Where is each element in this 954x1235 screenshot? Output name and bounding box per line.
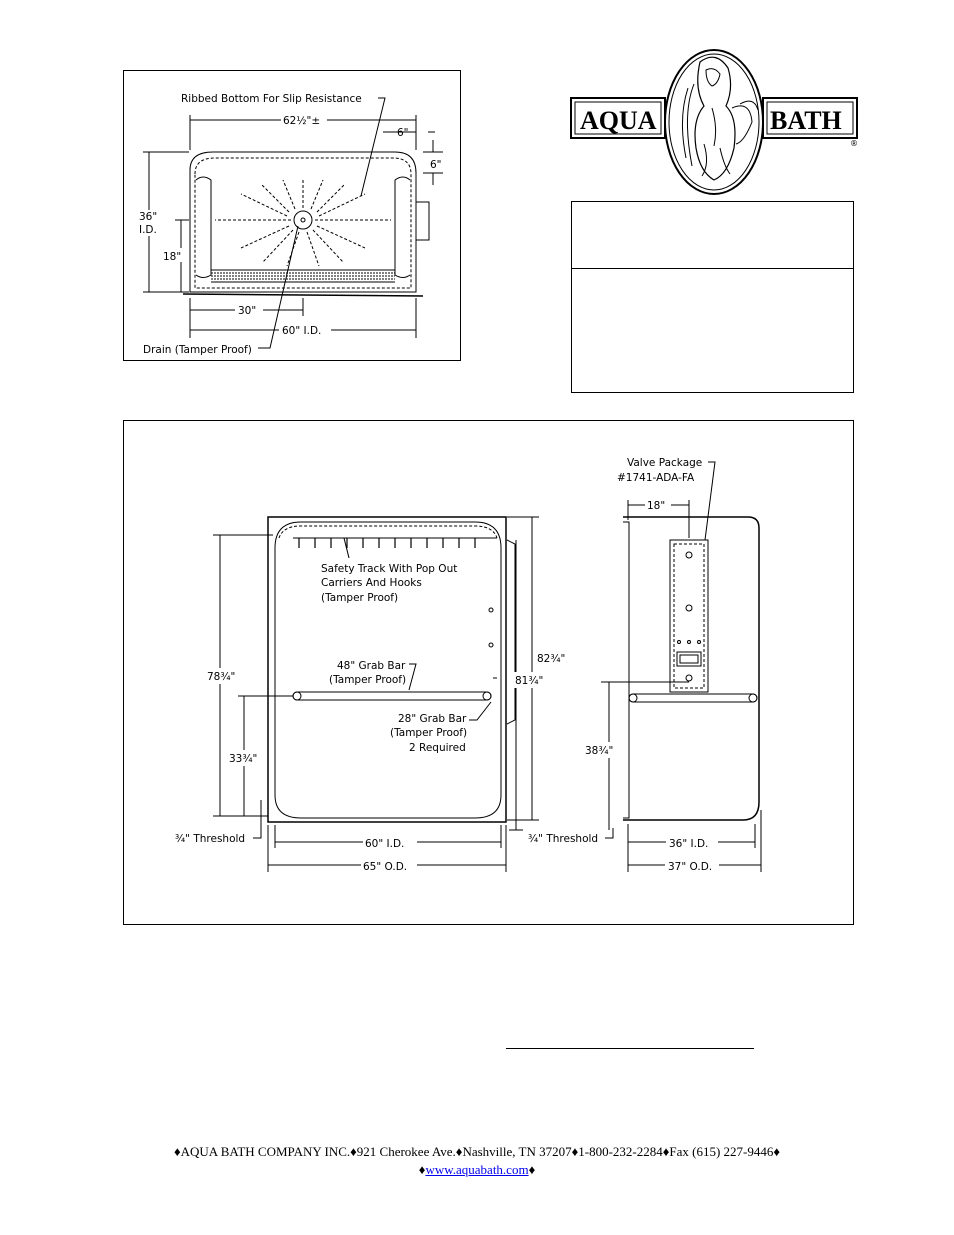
- grab-bar-48-label-line2: (Tamper Proof): [329, 674, 407, 686]
- footer-website: [0, 1162, 954, 1178]
- logo-left-word: AQUA: [580, 106, 657, 135]
- plan-ribbed-label: Ribbed Bottom For Slip Resistance: [181, 93, 362, 105]
- safety-track-label-line2: Carriers And Hooks: [321, 577, 422, 589]
- side-dim-depth-od: 37" O.D.: [668, 861, 713, 873]
- logo-registered-mark: ®: [850, 139, 858, 148]
- side-dim-depth-id: 36" I.D.: [669, 838, 709, 850]
- signature-line: [506, 1048, 754, 1049]
- side-threshold-label: ¾" Threshold: [528, 833, 599, 845]
- title-block-divider: [572, 268, 853, 269]
- aqua-bath-logo: [568, 48, 860, 196]
- side-dim-bar-height: 38¾": [585, 745, 614, 757]
- front-dim-height: 78¾": [207, 671, 236, 683]
- website-link[interactable]: www.aquabath.com: [425, 1162, 529, 1177]
- safety-track-label-line1: Safety Track With Pop Out: [321, 563, 458, 575]
- plan-dim-half-depth: 18": [163, 251, 182, 263]
- front-dim-outer-height: 82¾": [537, 653, 566, 665]
- plan-dim-corner-top: 6": [397, 127, 409, 139]
- plan-dim-depth: 36": [139, 211, 158, 223]
- front-threshold-label: ¾" Threshold: [175, 833, 246, 845]
- grab-bar-28-label-line2: (Tamper Proof): [390, 727, 468, 739]
- plan-dim-width-id: 60" I.D.: [282, 325, 322, 337]
- elevation-view-drawing: [123, 420, 854, 925]
- front-dim-inner-height: 81¾": [515, 675, 544, 687]
- footer-diamond-right: ♦: [528, 1162, 536, 1177]
- front-dim-width-id: 60" I.D.: [365, 838, 405, 850]
- valve-package-label-line1: Valve Package: [627, 457, 703, 469]
- valve-package-label-line2: #1741-ADA-FA: [617, 472, 695, 484]
- safety-track-label-line3: (Tamper Proof): [321, 592, 399, 604]
- plan-drain-label: Drain (Tamper Proof): [143, 344, 252, 356]
- front-dim-width-od: 65" O.D.: [363, 861, 408, 873]
- logo-right-word: BATH: [770, 106, 842, 135]
- front-dim-grab-height: 33¾": [229, 753, 258, 765]
- side-dim-offset: 18": [647, 500, 666, 512]
- title-block: [571, 201, 854, 393]
- footer-diamond-left: ♦: [418, 1162, 426, 1177]
- footer-address-text: ♦AQUA BATH COMPANY INC.♦921 Cherokee Ave.♦Nashville, TN 37207♦1-800-232-2284♦Fax (615) 227-9446♦: [174, 1144, 780, 1159]
- plan-dim-half-width: 30": [238, 305, 257, 317]
- grab-bar-28-label-line3: 2 Required: [409, 742, 466, 754]
- plan-view-drawing: [123, 70, 461, 361]
- footer-address: [0, 1144, 954, 1160]
- grab-bar-48-label-line1: 48" Grab Bar: [337, 660, 406, 672]
- plan-dim-corner-side: 6": [430, 159, 442, 171]
- plan-dim-overall-width: 62½"±: [283, 115, 321, 127]
- plan-dim-depth-sub: I.D.: [139, 224, 157, 236]
- grab-bar-28-label-line1: 28" Grab Bar: [398, 713, 467, 725]
